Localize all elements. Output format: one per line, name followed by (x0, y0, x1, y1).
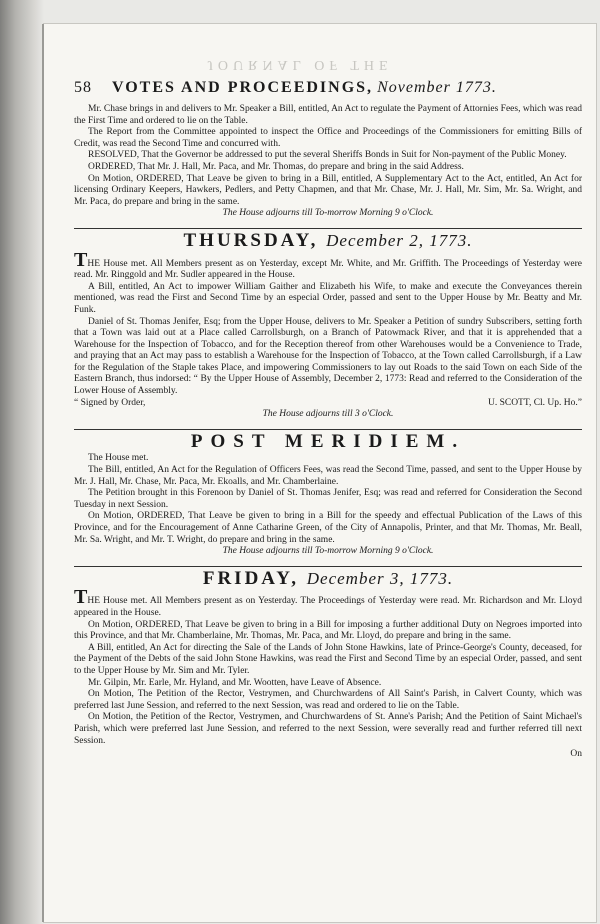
document-page (74, 79, 582, 920)
day-name: THURSDAY, (183, 229, 319, 251)
section-post-meridiem (74, 430, 582, 558)
drop-cap: T (74, 586, 88, 609)
section-divider (74, 228, 582, 229)
day-name: FRIDAY, (202, 567, 300, 589)
section-november-continuation (74, 104, 582, 220)
day-heading (74, 229, 582, 251)
signature-block (74, 398, 582, 410)
paragraph (74, 248, 582, 282)
signature: U. SCOTT, Cl. Up. Ho.” (487, 397, 582, 408)
section-divider (74, 566, 582, 567)
section-friday (74, 567, 582, 747)
paragraph: A Bill, entitled, An Act for directing the Sale of the Lands of John Stone Hawkins, late of Prince-George's County, deceased, for the Payment of the Debts of the said John Stone Hawkins, was read the First and Second Time by an especial Order, passed, and sent to the Upper House by Mr. Sim and Mr. Tyler. (74, 642, 582, 676)
paragraph: Mr. Gilpin, Mr. Earle, Mr. Hyland, and Mr. Wootten, have Leave of Absence. (88, 677, 382, 688)
catchword: On (570, 749, 582, 760)
book-binding-shadow (0, 0, 44, 924)
adjournment-line: The House adjourns till To-morrow Morning 9 o'Clock. (222, 546, 434, 557)
paragraph: On Motion, ORDERED, That Leave be given to bring in a Bill for the speedy and effectual Publication of the Laws of this Province, and for the Encouragement of Anne Catharine Green, of the City of Annapolis, Printer, and that Mr. Thomas, Mr. Beall, Mr. Sa. Wright, and Mr. T. Wright, do prepare and bring in the same. (74, 511, 582, 545)
paragraph: Mr. Chase brings in and delivers to Mr. Speaker a Bill, entitled, An Act to regulate the Payment of Attornies Fees, which was read the First Time and ordered to lie on the Table. (74, 104, 582, 126)
page-number: 58 (74, 79, 92, 96)
day-date: December 2, 1773. (326, 230, 473, 250)
paragraph: Daniel of St. Thomas Jenifer, Esq; from the Upper House, delivers to Mr. Speaker a Petition of sundry Subscribers, setting forth that a Town was laid out at a Place called Carrollsburgh, on a Branch of Patowmack River, and that it is apprehended that a Warehouse for the Inspection of Tobacco, and for the Reception thereof from other Warehouses would be a Convenience to Trade, and praying that an Act may pass to establish a Warehouse for the Inspection of Tobacco, at the Town called Carrollsburgh, if a Law for the Regulation of the Staple takes Place, and impowering Commissioners to lay out Roads to the said Town on each Side of the Eastern Branch, thus indorsed: “ By the Upper House of Assembly, December 2, 1773: Read and referred to the Consideration of the Lower House of Assembly. (74, 316, 582, 397)
paragraph: The Report from the Committee appointed to inspect the Office and Proceedings of the Commissioners for emitting Bills of Credit, was read the Second Time and concurred with. (74, 127, 582, 149)
paragraph: On Motion, ORDERED, That Leave be given to bring in a Bill for imposing a further additional Duty on Negroes imported into this Province, and that Mr. Chamberlaine, Mr. Thomas, Mr. Paca, and Mr. Lloyd, do prepare and bring in the same. (74, 619, 582, 642)
paragraph: On Motion, the Petition of the Rector, Vestrymen, and Churchwardens of St. Anne's Parish; And the Petition of Saint Michael's Parish, which were preferred last June Session, and referred to the next Session, were severally read and further referred till next Session. (74, 712, 582, 746)
day-date: December 3, 1773. (306, 568, 454, 588)
day-heading (74, 567, 582, 589)
drop-cap: T (74, 248, 88, 271)
paragraph-text: HE House met. All Members present as on Yesterday. The Proceedings of Yesterday were read. Mr. Richardson and Mr. Lloyd appeared in the House. (74, 596, 582, 618)
adjournment-line: The House adjourns till 3 o'Clock. (262, 409, 394, 420)
section-divider (74, 429, 582, 430)
paragraph: ORDERED, That Mr. J. Hall, Mr. Paca, and Mr. Thomas, do prepare and bring in the said Address. (88, 161, 464, 172)
show-through-text: JOURNAL OF THE (207, 57, 393, 72)
running-month: November 1773. (377, 79, 497, 96)
paragraph: On Motion, The Petition of the Rector, Vestrymen, and Churchwardens of All Saint's Parish, in Calvert County, which was preferred last June Session, and referred to the next Session, was read and ordered to lie on the Table. (74, 689, 582, 711)
running-head (74, 79, 582, 104)
paragraph: The Bill, entitled, An Act for the Regulation of Officers Fees, was read the Second Time, passed, and sent to the Upper House by Mr. J. Hall, Mr. Chase, Mr. Paca, Mr. Ekoalls, and Mr. Chamberlaine. (74, 465, 582, 487)
signed-by-order: “ Signed by Order, (74, 397, 146, 408)
paragraph: RESOLVED, That the Governor be addressed to put the several Sheriffs Bonds in Suit for Non-payment of the Public Money. (88, 150, 567, 161)
running-title: VOTES AND PROCEEDINGS, (112, 79, 374, 96)
adjournment-line: The House adjourns till To-morrow Morning 9 o'Clock. (222, 208, 434, 219)
paragraph: The House met. (88, 453, 149, 464)
paragraph: On Motion, ORDERED, That Leave be given to bring in a Bill, entitled, A Supplementary Act to the Act, entitled, An Act for licensing Ordinary Keepers, Hawkers, Pedlers, and Petty Chapmen, and that Mr. Chase, Mr. J. Hall, Mr. Sim, Mr. Sa. Wright, and Mr. Paca, do prepare and bring in the same. (74, 173, 582, 207)
paragraph: The Petition brought in this Forenoon by Daniel of St. Thomas Jenifer, Esq; was read and referred for Consideration the Second Tuesday in next Session. (74, 488, 582, 510)
paragraph: A Bill, entitled, An Act to impower William Gaither and Elizabeth his Wife, to make and execute the Conveyances therein mentioned, was read the First and Second Time by an especial Order, passed and sent to the Upper House by Mr. Beatty and Mr. Funk. (74, 281, 582, 315)
paragraph-text: HE House met. All Members present as on Yesterday, except Mr. White, and Mr. Griffith. The Proceedings of Yesterday were read. Mr. Ringgold and Mr. Sudler appeared in the House. (74, 258, 582, 281)
post-meridiem-heading: POST MERIDIEM. (190, 430, 466, 452)
section-thursday (74, 229, 582, 421)
paragraph (74, 586, 582, 619)
